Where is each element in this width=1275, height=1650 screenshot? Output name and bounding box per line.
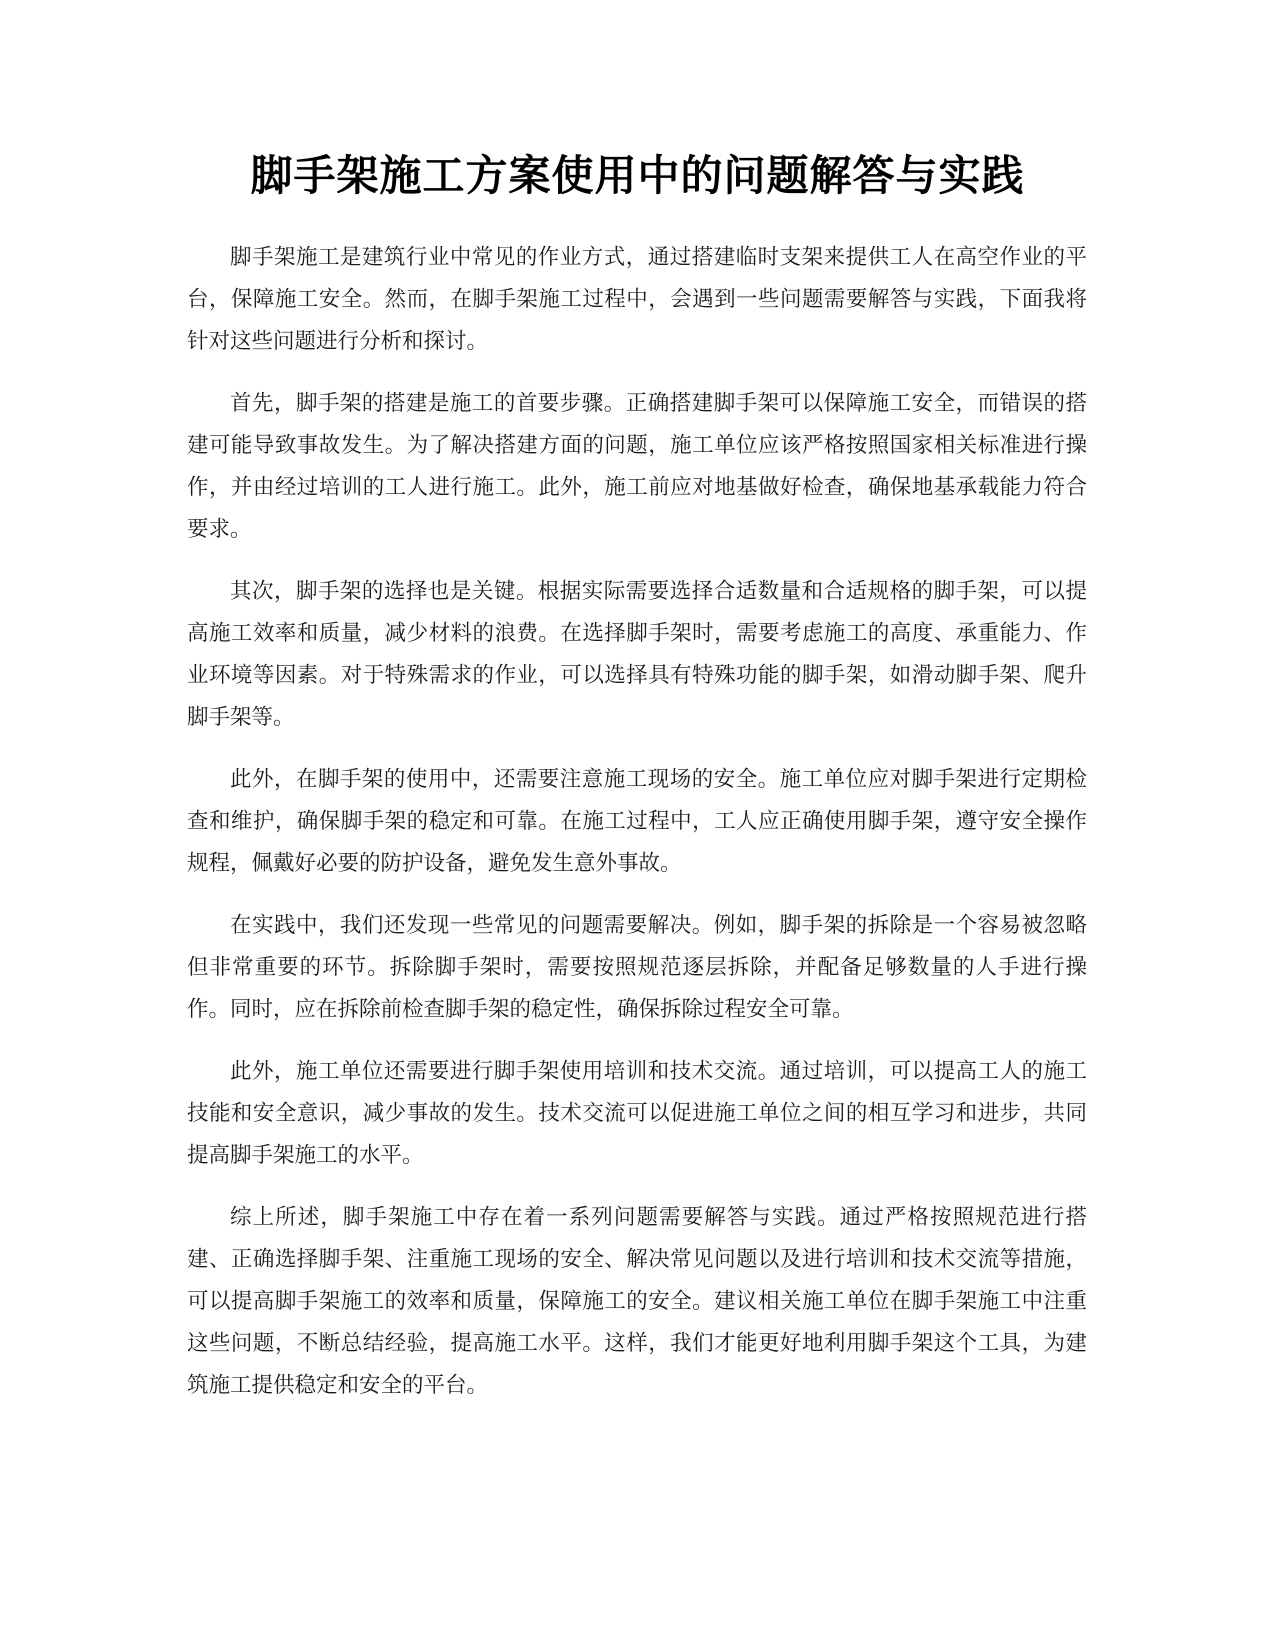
paragraph-conclusion: 综上所述，脚手架施工中存在着一系列问题需要解答与实践。通过严格按照规范进行搭建、正确选择脚手架、注重施工现场的安全、解决常见问题以及进行培训和技术交流等措施，可以提高脚手架施工的效率和质量，保障施工的安全。建议相关施工单位在脚手架施工中注重这些问题，不断总结经验，提高施工水平。这样，我们才能更好地利用脚手架这个工具，为建筑施工提供稳定和安全的平台。 — [187, 1205, 1087, 1398]
paragraph-selection: 其次，脚手架的选择也是关键。根据实际需要选择合适数量和合适规格的脚手架，可以提高施工效率和质量，减少材料的浪费。在选择脚手架时，需要考虑施工的高度、承重能力、作业环境等因素。对于特殊需求的作业，可以选择具有特殊功能的脚手架，如滑动脚手架、爬升脚手架等。 — [187, 579, 1087, 730]
paragraph-training: 此外，施工单位还需要进行脚手架使用培训和技术交流。通过培训，可以提高工人的施工技能和安全意识，减少事故的发生。技术交流可以促进施工单位之间的相互学习和进步，共同提高脚手架施工的水平。 — [187, 1059, 1087, 1168]
paragraph-usage-safety: 此外，在脚手架的使用中，还需要注意施工现场的安全。施工单位应对脚手架进行定期检查和维护，确保脚手架的稳定和可靠。在施工过程中，工人应正确使用脚手架，遵守安全操作规程，佩戴好必要的防护设备，避免发生意外事故。 — [187, 767, 1087, 876]
document-title: 脚手架施工方案使用中的问题解答与实践 — [250, 151, 1025, 200]
paragraph-erection: 首先，脚手架的搭建是施工的首要步骤。正确搭建脚手架可以保障施工安全，而错误的搭建可能导致事故发生。为了解决搭建方面的问题，施工单位应该严格按照国家相关标准进行操作，并由经过培训的工人进行施工。此外，施工前应对地基做好检查，确保地基承载能力符合要求。 — [187, 391, 1087, 542]
document-body — [187, 237, 1087, 1427]
paragraph-intro: 脚手架施工是建筑行业中常见的作业方式，通过搭建临时支架来提供工人在高空作业的平台，保障施工安全。然而，在脚手架施工过程中，会遇到一些问题需要解答与实践，下面我将针对这些问题进行分析和探讨。 — [187, 245, 1087, 354]
paragraph-dismantling: 在实践中，我们还发现一些常见的问题需要解决。例如，脚手架的拆除是一个容易被忽略但非常重要的环节。拆除脚手架时，需要按照规范逐层拆除，并配备足够数量的人手进行操作。同时，应在拆除前检查脚手架的稳定性，确保拆除过程安全可靠。 — [187, 913, 1087, 1022]
